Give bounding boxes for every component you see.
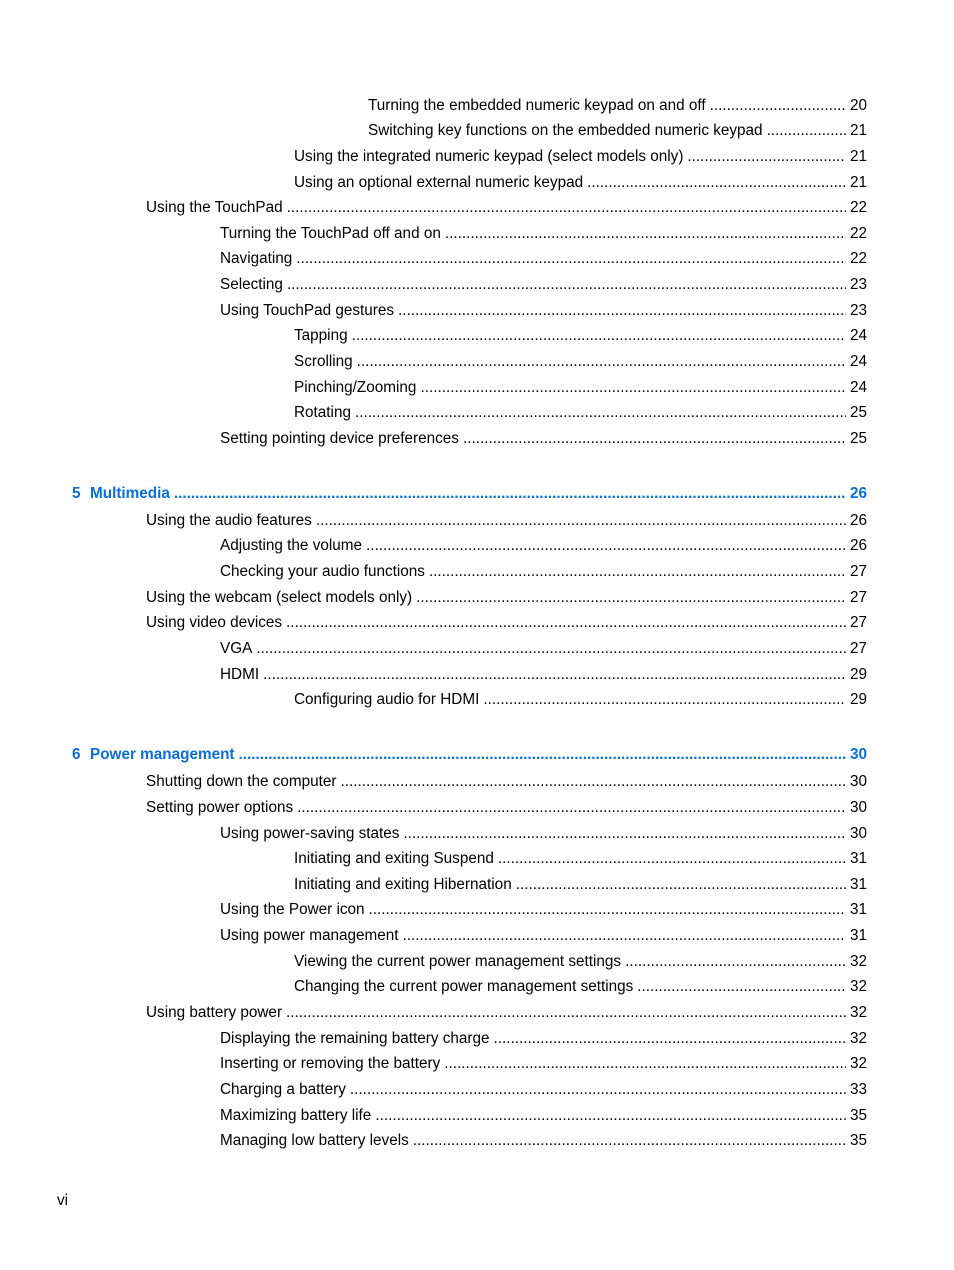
toc-entry[interactable]	[220, 900, 867, 920]
toc-entry-title: Tapping	[294, 327, 348, 344]
toc-page-number: 31	[849, 901, 867, 918]
dot-leader	[263, 665, 846, 685]
toc-entry[interactable]	[294, 378, 867, 398]
dot-leader	[420, 378, 846, 398]
toc-entry[interactable]	[220, 1029, 867, 1049]
toc-page-number: 24	[849, 379, 867, 396]
toc-entry[interactable]	[146, 511, 867, 531]
dot-leader	[444, 1054, 846, 1074]
dot-leader	[340, 772, 846, 792]
dot-leader	[352, 326, 846, 346]
dot-leader	[287, 198, 846, 218]
dot-leader	[316, 511, 846, 531]
toc-entry[interactable]	[220, 275, 867, 295]
toc-entry[interactable]	[220, 249, 867, 269]
toc-page-number: 30	[849, 773, 867, 790]
toc-entry[interactable]	[220, 665, 867, 685]
toc-entry[interactable]	[220, 224, 867, 244]
toc-entry-title: Checking your audio functions	[220, 563, 425, 580]
toc-entry-title: Initiating and exiting Suspend	[294, 850, 494, 867]
toc-entry[interactable]	[294, 875, 867, 895]
toc-entry[interactable]	[220, 1131, 867, 1151]
toc-entry[interactable]	[146, 1003, 867, 1023]
toc-entry[interactable]	[220, 824, 867, 844]
toc-entry-title: Adjusting the volume	[220, 537, 363, 554]
toc-entry[interactable]	[294, 147, 867, 167]
toc-entry[interactable]	[294, 352, 867, 372]
toc-entry-title: Navigating	[220, 250, 293, 267]
toc-page-number: 25	[849, 430, 867, 447]
toc-page-number: 33	[849, 1081, 867, 1098]
toc-page-number: 29	[849, 691, 867, 708]
toc-entry[interactable]	[294, 952, 867, 972]
dot-leader	[355, 403, 846, 423]
toc-entry-title: Scrolling	[294, 353, 353, 370]
dot-leader	[286, 1003, 846, 1023]
toc-entry-title: Using an optional external numeric keypad	[294, 174, 584, 191]
toc-entry-title: Turning the TouchPad off and on	[220, 225, 441, 242]
toc-page-number: 31	[849, 927, 867, 944]
toc-entry-title: Using TouchPad gestures	[220, 302, 395, 319]
toc-entry[interactable]	[294, 403, 867, 423]
dot-leader	[516, 875, 846, 895]
dot-leader	[286, 613, 846, 633]
toc-entry-title: Using power management	[220, 927, 399, 944]
chapter-number: 6	[72, 746, 81, 763]
toc-entry[interactable]	[220, 562, 867, 582]
toc-entry-title: Pinching/Zooming	[294, 379, 417, 396]
toc-entry[interactable]	[220, 1080, 867, 1100]
chapter-title: Multimedia	[90, 485, 170, 502]
dot-leader	[416, 588, 846, 608]
toc-page-number: 25	[849, 404, 867, 421]
toc-page-number: 35	[849, 1107, 867, 1124]
toc-page-number: 27	[849, 589, 867, 606]
toc-page-number: 22	[849, 199, 867, 216]
toc-entry[interactable]	[146, 772, 867, 792]
toc-entry-title: Turning the embedded numeric keypad on and off	[368, 97, 706, 114]
toc-page-number: 32	[849, 1004, 867, 1021]
toc-page-number: 30	[849, 799, 867, 816]
toc-entry[interactable]	[146, 613, 867, 633]
toc-page-number: 31	[849, 876, 867, 893]
toc-page-number: 20	[849, 97, 867, 114]
dot-leader	[494, 1029, 846, 1049]
toc-entry-title: Using the TouchPad	[146, 199, 283, 216]
toc-page-number: 27	[849, 640, 867, 657]
toc-entry-title: Rotating	[294, 404, 351, 421]
toc-page-number: 24	[849, 353, 867, 370]
toc-entry[interactable]	[294, 849, 867, 869]
dot-leader	[413, 1131, 846, 1151]
toc-page-number: 21	[849, 122, 867, 139]
dot-leader	[350, 1080, 846, 1100]
toc-entry-title: Changing the current power management settings	[294, 978, 634, 995]
toc-entry[interactable]	[220, 639, 867, 659]
dot-leader	[429, 562, 846, 582]
toc-entry-title: Shutting down the computer	[146, 773, 337, 790]
toc-entry-title: Maximizing battery life	[220, 1107, 372, 1124]
toc-entry[interactable]	[220, 926, 867, 946]
toc-page-number: 35	[849, 1132, 867, 1149]
toc-entry[interactable]	[294, 690, 867, 710]
toc-entry-title: HDMI	[220, 666, 260, 683]
toc-page-number: 29	[849, 666, 867, 683]
dot-leader	[625, 952, 846, 972]
footer-page-number: vi	[57, 1192, 69, 1209]
toc-entry-title: Configuring audio for HDMI	[294, 691, 480, 708]
dot-leader	[398, 301, 846, 321]
toc-entry-title: Switching key functions on the embedded numeric keypad	[368, 122, 763, 139]
chapter-title: Power management	[90, 746, 235, 763]
toc-entry[interactable]	[294, 326, 867, 346]
dot-leader	[463, 429, 846, 449]
toc-entry-title: Charging a battery	[220, 1081, 346, 1098]
toc-entry[interactable]	[220, 429, 867, 449]
toc-entry-title: Using battery power	[146, 1004, 283, 1021]
dot-leader	[366, 536, 846, 556]
dot-leader	[687, 147, 846, 167]
toc-entry[interactable]	[220, 301, 867, 321]
toc-page-number: 30	[849, 825, 867, 842]
toc-page-number: 32	[849, 1055, 867, 1072]
toc-page-number: 22	[849, 250, 867, 267]
dot-leader	[375, 1106, 846, 1126]
dot-leader	[174, 484, 846, 504]
dot-leader	[767, 121, 846, 141]
dot-leader	[357, 352, 846, 372]
dot-leader	[287, 275, 846, 295]
dot-leader	[710, 96, 846, 116]
toc-entry-title: Selecting	[220, 276, 283, 293]
toc-page-number: 26	[849, 537, 867, 554]
toc-page-number: 21	[849, 148, 867, 165]
toc-entry-title: Initiating and exiting Hibernation	[294, 876, 512, 893]
toc-entry-title: Using power-saving states	[220, 825, 400, 842]
toc-entry-title: Using the audio features	[146, 512, 312, 529]
dot-leader	[239, 745, 846, 765]
dot-leader	[403, 824, 846, 844]
dot-leader	[403, 926, 846, 946]
dot-leader	[483, 690, 846, 710]
toc-entry[interactable]	[220, 1054, 867, 1074]
dot-leader	[587, 173, 846, 193]
toc-page-number: 30	[849, 746, 867, 763]
dot-leader	[498, 849, 846, 869]
toc-entry[interactable]	[294, 977, 867, 997]
dot-leader	[445, 224, 846, 244]
toc-entry-title: Using the integrated numeric keypad (select models only)	[294, 148, 684, 165]
toc-entry[interactable]	[368, 121, 867, 141]
toc-entry[interactable]	[220, 536, 867, 556]
toc-entry-title: VGA	[220, 640, 253, 657]
toc-chapter-entry[interactable]	[72, 484, 867, 504]
dot-leader	[369, 900, 846, 920]
toc-page-number: 31	[849, 850, 867, 867]
toc-entry-title	[72, 484, 174, 504]
dot-leader	[637, 977, 846, 997]
toc-entry[interactable]	[146, 588, 867, 608]
toc-page-number: 32	[849, 1030, 867, 1047]
toc-entry-title: Inserting or removing the battery	[220, 1055, 441, 1072]
toc-page-number: 32	[849, 978, 867, 995]
toc-page-number: 26	[849, 512, 867, 529]
toc-entry[interactable]	[146, 798, 867, 818]
toc-page-number: 32	[849, 953, 867, 970]
toc-entry-title: Using the Power icon	[220, 901, 365, 918]
toc-chapter-entry[interactable]	[72, 745, 867, 765]
toc-entry[interactable]	[146, 198, 867, 218]
toc-entry-title	[72, 745, 239, 765]
chapter-number: 5	[72, 485, 81, 502]
toc-page-number: 21	[849, 174, 867, 191]
toc-entry-title: Viewing the current power management settings	[294, 953, 622, 970]
toc-entry[interactable]	[220, 1106, 867, 1126]
toc-page-number: 23	[849, 302, 867, 319]
toc-entry-title: Managing low battery levels	[220, 1132, 409, 1149]
toc-page-number: 27	[849, 614, 867, 631]
toc-entry-title: Setting pointing device preferences	[220, 430, 459, 447]
toc-entry[interactable]	[368, 96, 867, 116]
toc-page-number: 22	[849, 225, 867, 242]
toc-page-number: 23	[849, 276, 867, 293]
toc-entry-title: Setting power options	[146, 799, 294, 816]
toc-page-number: 26	[849, 485, 867, 502]
toc-page-number: 27	[849, 563, 867, 580]
toc-page-number: 24	[849, 327, 867, 344]
toc-entry[interactable]	[294, 173, 867, 193]
dot-leader	[256, 639, 846, 659]
dot-leader	[297, 798, 846, 818]
dot-leader	[296, 249, 846, 269]
toc-entry-title: Using video devices	[146, 614, 283, 631]
toc-entry-title: Using the webcam (select models only)	[146, 589, 413, 606]
toc-entry-title: Displaying the remaining battery charge	[220, 1030, 490, 1047]
